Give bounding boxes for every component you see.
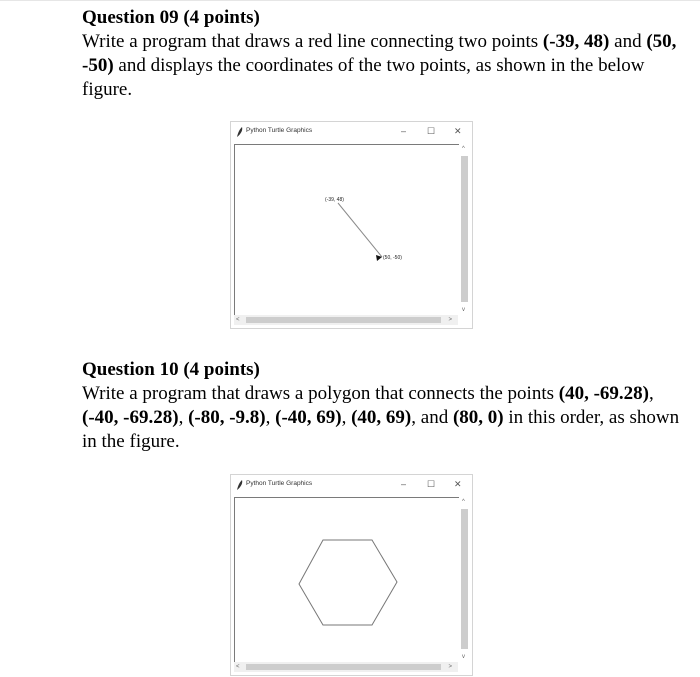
- figure-1-drawing: [235, 145, 459, 315]
- window-titlebar: [231, 475, 472, 495]
- turtle-window-2: [230, 474, 473, 676]
- minimize-icon[interactable]: –: [401, 126, 407, 136]
- q9-text-3: and displays the coordinates of the two points, as shown in the below figure.: [82, 55, 645, 100]
- vertical-scrollbar[interactable]: [459, 497, 470, 661]
- connecting-line: [338, 203, 382, 257]
- q10-point-6: (80, 0): [452, 407, 504, 428]
- q9-point-2: (50, -50): [82, 31, 677, 76]
- horizontal-scroll-thumb[interactable]: [246, 664, 441, 670]
- question-09-heading: Question 09 (4 points): [82, 7, 260, 28]
- maximize-icon[interactable]: ☐: [427, 479, 436, 489]
- turtle-canvas: [234, 144, 459, 315]
- q10-point-1: (40, -69.28): [558, 383, 649, 404]
- scroll-left-icon[interactable]: <: [236, 317, 240, 323]
- minimize-icon[interactable]: –: [401, 479, 407, 489]
- question-09: [82, 6, 682, 102]
- window-title: Python Turtle Graphics: [246, 480, 313, 487]
- close-icon[interactable]: ✕: [454, 479, 462, 489]
- vertical-scroll-thumb[interactable]: [461, 156, 468, 302]
- horizontal-scroll-thumb[interactable]: [246, 317, 441, 323]
- scroll-up-icon[interactable]: ^: [462, 499, 465, 505]
- question-10: [82, 358, 682, 454]
- feather-icon: [236, 480, 244, 490]
- top-divider: [0, 0, 700, 1]
- scroll-right-icon[interactable]: >: [448, 317, 452, 323]
- q10-sep: ,: [341, 407, 352, 428]
- question-09-body: [82, 30, 682, 102]
- q9-point-1: (-39, 48): [542, 31, 610, 52]
- window-titlebar: [231, 122, 472, 142]
- close-icon[interactable]: ✕: [454, 126, 462, 136]
- q9-text-2: and: [609, 31, 647, 52]
- scroll-left-icon[interactable]: <: [236, 664, 240, 670]
- q10-sep-last: , and: [411, 407, 453, 428]
- q10-sep: ,: [178, 407, 189, 428]
- vertical-scroll-thumb[interactable]: [461, 509, 468, 649]
- question-10-heading: Question 10 (4 points): [82, 359, 260, 380]
- vertical-scrollbar[interactable]: [459, 144, 470, 314]
- scroll-up-icon[interactable]: ^: [462, 146, 465, 152]
- turtle-canvas: [234, 497, 459, 662]
- turtle-window-1: [230, 121, 473, 329]
- q9-text-1: Write a program that draws a red line connecting two points: [82, 31, 543, 52]
- q10-point-5: (40, 69): [351, 407, 412, 428]
- scroll-down-icon[interactable]: v: [462, 654, 465, 660]
- label-point-2: (50, -50): [383, 255, 402, 261]
- horizontal-scrollbar[interactable]: [234, 662, 458, 672]
- question-10-body: [82, 382, 682, 454]
- q10-sep: ,: [648, 383, 654, 404]
- feather-icon: [236, 127, 244, 137]
- q10-text-2: in this order, as shown in the figure.: [82, 407, 680, 452]
- q10-sep: ,: [265, 407, 276, 428]
- scroll-right-icon[interactable]: >: [448, 664, 452, 670]
- scroll-down-icon[interactable]: v: [462, 307, 465, 313]
- label-point-1: (-39, 48): [325, 197, 344, 203]
- horizontal-scrollbar[interactable]: [234, 315, 458, 325]
- q10-point-2: (-40, -69.28): [82, 407, 179, 428]
- q10-point-3: (-80, -9.8): [188, 407, 266, 428]
- q10-text-1: Write a program that draws a polygon that connects the points: [82, 383, 559, 404]
- hexagon-polygon: [299, 540, 397, 625]
- maximize-icon[interactable]: ☐: [427, 126, 436, 136]
- figure-2-drawing: [235, 498, 459, 662]
- window-title: Python Turtle Graphics: [246, 127, 313, 134]
- q10-point-4: (-40, 69): [275, 407, 342, 428]
